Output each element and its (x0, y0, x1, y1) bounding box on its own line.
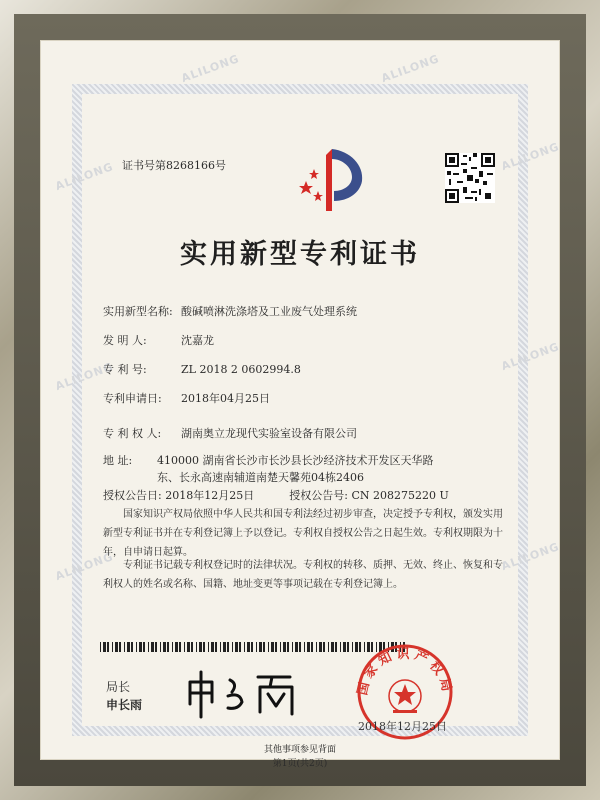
paragraph-grant: 国家知识产权局依照中华人民共和国专利法经过初步审查，决定授予专利权，颁发实用新型专利证书并在专利登记簿上予以登记。专利权自授权公告之日起生效。专利权期限为十年，自申请日起算。 (103, 509, 503, 558)
signer-name: 申长雨 (106, 698, 143, 712)
certificate-paper (40, 40, 562, 769)
watermark: ALILONG (499, 539, 562, 574)
page-number: 第1页(共2页) (272, 759, 328, 769)
watermark: ALILONG (379, 51, 442, 86)
grant-date-label: 授权公告日: (103, 489, 162, 502)
watermark: ALILONG (499, 339, 562, 374)
seal-date: 2018年12月25日 (358, 720, 447, 733)
field-label: 专 利 权 人: (103, 427, 162, 440)
field-patent-number (103, 361, 301, 377)
field-patentee (103, 425, 357, 441)
field-value: 湖南奥立龙现代实验室设备有限公司 (181, 427, 357, 440)
handwritten-signature-icon (180, 662, 320, 722)
field-utility-model-name (103, 303, 357, 319)
address-line-2: 东、长永高速南辅道南楚天馨苑04栋2406 (157, 471, 364, 484)
grant-date: 2018年12月25日 (165, 489, 255, 502)
field-value: 酸碱喷淋洗涤塔及工业废气处理系统 (181, 305, 357, 318)
field-label: 实用新型名称: (103, 305, 173, 318)
svg-text:国家知识产权局: 国家知识产权局 (355, 647, 455, 697)
field-value: 沈嘉龙 (181, 334, 214, 347)
watermark: ALILONG (53, 359, 116, 394)
paragraph-legal-status: 专利证书记载专利权登记时的法律状况。专利权的转移、质押、无效、终止、恢复和专利权人的姓名或名称、国籍、地址变更等事项记载在专利登记簿上。 (103, 560, 503, 590)
field-label: 专 利 号: (103, 363, 147, 376)
qr-code-icon (445, 153, 495, 203)
field-value: ZL 2018 2 0602994.8 (181, 363, 301, 376)
grant-no-label: 授权公告号: (289, 489, 348, 502)
field-label: 地 址: (103, 454, 133, 467)
back-note: 其他事项参见背面 (263, 745, 336, 755)
field-label: 发 明 人: (103, 334, 147, 347)
signer-title: 局长 (106, 680, 131, 694)
watermark: ALILONG (499, 139, 562, 174)
watermark: ALILONG (179, 51, 242, 86)
certificate-number: 证书号第8268166号 (122, 159, 226, 172)
watermark: ALILONG (53, 549, 116, 584)
field-value: 2018年04月25日 (181, 392, 270, 405)
field-inventor (103, 332, 214, 348)
field-application-date (103, 390, 270, 406)
grant-info (103, 487, 449, 503)
field-address (103, 452, 434, 468)
field-value: 410000 湖南省长沙市长沙县长沙经济技术开发区天华路 (157, 454, 434, 467)
cnipa-logo-icon (292, 145, 372, 215)
watermark: ALILONG (53, 159, 116, 194)
field-label: 专利申请日: (103, 392, 162, 405)
certificate-title: 实用新型专利证书 (180, 239, 420, 270)
grant-no: CN 208275220 U (351, 489, 449, 502)
